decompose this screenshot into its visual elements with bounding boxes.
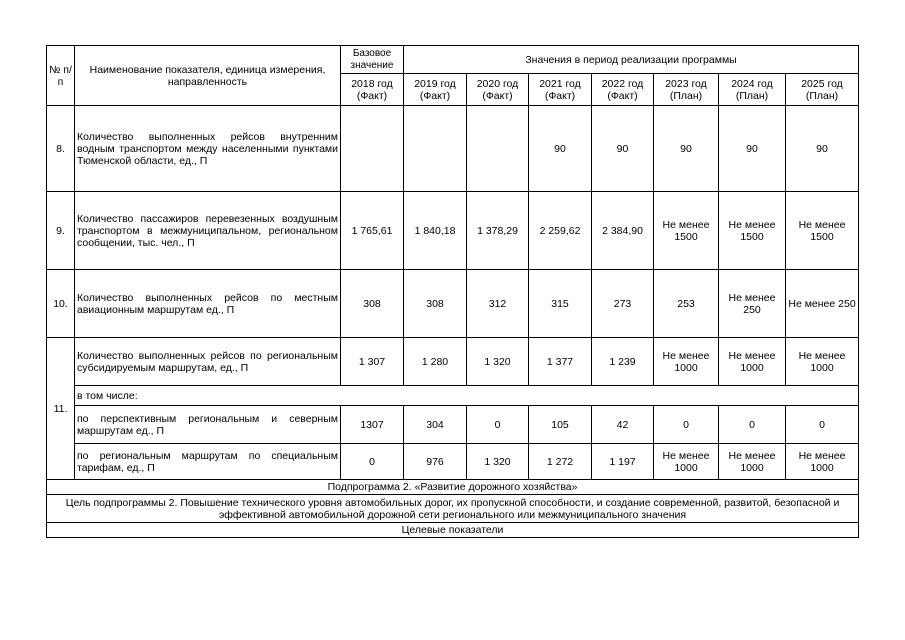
value-cell: 315: [529, 270, 592, 338]
value-cell: 1 840,18: [404, 192, 467, 270]
value-cell: Не менее 250: [786, 270, 859, 338]
value-cell: 42: [592, 406, 654, 444]
value-cell: Не менее 1000: [719, 444, 786, 480]
table-row: [47, 386, 859, 406]
subprogram-title: Подпрограмма 2. «Развитие дорожного хозяйства»: [47, 480, 859, 495]
header-name: Наименование показателя, единица измерения, направленность: [75, 46, 341, 106]
value-cell: 0: [341, 444, 404, 480]
value-cell: [404, 106, 467, 192]
header-year: 2025 год (План): [786, 74, 859, 106]
indicator-name: Количество выполненных рейсов внутренним водным транспортом между населенными пунктами Тюменской области, ед., П: [75, 106, 341, 192]
header-year: 2024 год (План): [719, 74, 786, 106]
value-cell: 304: [404, 406, 467, 444]
table-row: [47, 270, 859, 338]
value-cell: 0: [654, 406, 719, 444]
value-cell: 1 272: [529, 444, 592, 480]
value-cell: Не менее 1000: [786, 444, 859, 480]
value-cell: 2 384,90: [592, 192, 654, 270]
header-year: 2018 год (Факт): [341, 74, 404, 106]
value-cell: 0: [786, 406, 859, 444]
value-cell: 0: [719, 406, 786, 444]
indicator-name: Количество пассажиров перевезенных воздушным транспортом в межмуниципальном, региональном сообщении, тыс. чел., П: [75, 192, 341, 270]
value-cell: 1 307: [341, 338, 404, 386]
value-cell: Не менее 1500: [719, 192, 786, 270]
subprogram-row: [47, 480, 859, 495]
header-year: 2019 год (Факт): [404, 74, 467, 106]
value-cell: Не менее 1000: [654, 338, 719, 386]
including-label: в том числе:: [75, 386, 859, 406]
header-year: 2022 год (Факт): [592, 74, 654, 106]
header-year: 2021 год (Факт): [529, 74, 592, 106]
value-cell: 976: [404, 444, 467, 480]
value-cell: Не менее 1000: [786, 338, 859, 386]
value-cell: 1 765,61: [341, 192, 404, 270]
table-row: [47, 444, 859, 480]
value-cell: 90: [654, 106, 719, 192]
value-cell: 2 259,62: [529, 192, 592, 270]
value-cell: 90: [529, 106, 592, 192]
value-cell: 1 320: [467, 338, 529, 386]
value-cell: 0: [467, 406, 529, 444]
header-year: 2023 год (План): [654, 74, 719, 106]
goal-row: [47, 495, 859, 523]
value-cell: Не менее 250: [719, 270, 786, 338]
value-cell: Не менее 1000: [719, 338, 786, 386]
row-number: 8.: [47, 106, 75, 192]
header-period: Значения в период реализации программы: [404, 46, 859, 74]
subprogram-goal: Цель подпрограммы 2. Повышение технического уровня автомобильных дорог, их пропускной способности, и создание современной, развитой, безопасной и эффективной автомобильной дорожной сети регионального или межмуниципального значения: [47, 495, 859, 523]
value-cell: 1 280: [404, 338, 467, 386]
row-number: 10.: [47, 270, 75, 338]
value-cell: Не менее 1000: [654, 444, 719, 480]
value-cell: 90: [592, 106, 654, 192]
value-cell: 308: [404, 270, 467, 338]
value-cell: 90: [719, 106, 786, 192]
header-base: Базовое значение: [341, 46, 404, 74]
indicator-name: по перспективным региональным и северным маршрутам ед., П: [75, 406, 341, 444]
value-cell: 253: [654, 270, 719, 338]
targets-row: [47, 523, 859, 538]
row-number: 11.: [47, 338, 75, 480]
value-cell: 1 239: [592, 338, 654, 386]
value-cell: Не менее 1500: [786, 192, 859, 270]
value-cell: 90: [786, 106, 859, 192]
indicator-name: по региональным маршрутам по специальным тарифам, ед., П: [75, 444, 341, 480]
value-cell: 1 197: [592, 444, 654, 480]
table-row: [47, 192, 859, 270]
row-number: 9.: [47, 192, 75, 270]
value-cell: 312: [467, 270, 529, 338]
header-num: № п/п: [47, 46, 75, 106]
value-cell: Не менее 1500: [654, 192, 719, 270]
table-row: [47, 406, 859, 444]
value-cell: 1 378,29: [467, 192, 529, 270]
header-year: 2020 год (Факт): [467, 74, 529, 106]
value-cell: 273: [592, 270, 654, 338]
value-cell: 105: [529, 406, 592, 444]
indicator-name: Количество выполненных рейсов по местным авиационным маршрутам ед., П: [75, 270, 341, 338]
table-row: [47, 106, 859, 192]
value-cell: 308: [341, 270, 404, 338]
value-cell: [341, 106, 404, 192]
indicators-table: [46, 45, 859, 538]
value-cell: 1 377: [529, 338, 592, 386]
value-cell: 1 320: [467, 444, 529, 480]
table-row: [47, 338, 859, 386]
header-row-1: [47, 46, 859, 74]
targets-heading: Целевые показатели: [47, 523, 859, 538]
value-cell: 1307: [341, 406, 404, 444]
indicator-name: Количество выполненных рейсов по региональным субсидируемым маршрутам, ед., П: [75, 338, 341, 386]
value-cell: [467, 106, 529, 192]
